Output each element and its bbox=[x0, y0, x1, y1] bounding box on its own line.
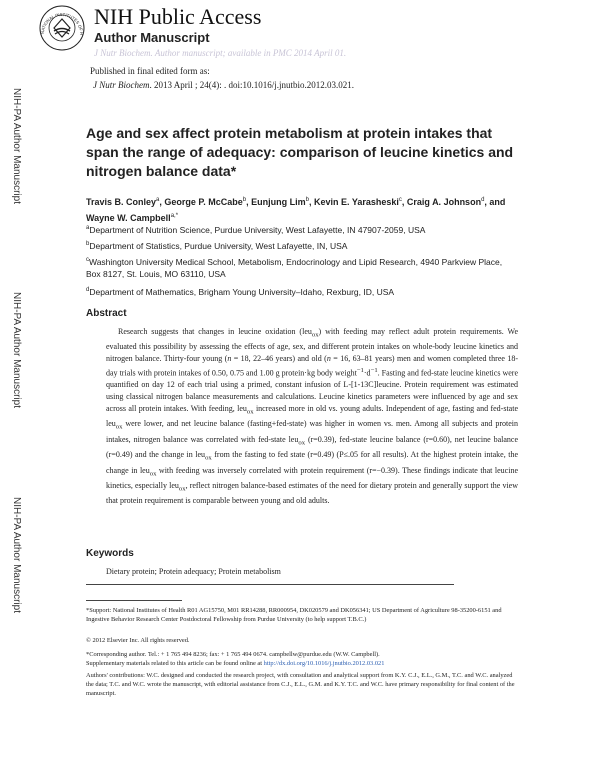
header-subtitle: Author Manuscript bbox=[94, 30, 210, 45]
footnote-corresponding: *Corresponding author. Tel.: + 1 765 494 8236; fax: + 1 765 494 0674. campbellw@purdue.edu (W.W. Campbell). bbox=[86, 651, 380, 658]
affiliation: $^a$Department of Nutrition Science, Purdue University, West Lafayette, IN 47907-2059, USA bbox=[86, 224, 426, 235]
footnote-copyright: © 2012 Elsevier Inc. All rights reserved. bbox=[86, 637, 190, 644]
keywords-list: Dietary protein; Protein adequacy; Protein metabolism bbox=[106, 567, 281, 576]
svg-text:NATIONAL INSTITUTES OF HEALTH: NATIONAL INSTITUTES OF H bbox=[39, 11, 85, 36]
affiliation: $^b$Department of Statistics, Purdue University, West Lafayette, IN, USA bbox=[86, 240, 348, 251]
nih-seal-logo bbox=[38, 4, 86, 52]
keywords-heading: Keywords bbox=[86, 548, 134, 559]
footnote-divider bbox=[86, 600, 182, 601]
affiliation: $^d$Department of Mathematics, Brigham Young University–Idaho, Rexburg, ID, USA bbox=[86, 286, 395, 297]
footnote-support: *Support: National Institutes of Health R01 AG15750, M01 RR14288, RR000954, DK020579 and DK056341; US Department of Agriculture 98-35200-6151 and Ingestive Behavior Research Center Postdoctoral Fellowship from Purdue University (to help support T.B.C.) bbox=[86, 607, 502, 623]
abstract-heading: Abstract bbox=[86, 308, 127, 319]
published-citation: J Nutr Biochem. 2013 April ; 24(4): . doi:10.1016/j.jnutbio.2012.03.021. bbox=[93, 80, 354, 90]
header-title: NIH Public Access bbox=[94, 4, 262, 29]
supplementary-link[interactable]: http://dx.doi.org/10.1016/j.jnutbio.2012.03.021 bbox=[263, 660, 385, 667]
header-citation: J Nutr Biochem. Author manuscript; available in PMC 2014 April 01. bbox=[94, 48, 347, 58]
side-label-3: NIH-PA Author Manuscript bbox=[11, 497, 22, 613]
footnote-supplementary: Supplementary materials related to this article can be found online at http://dx.doi.org/10.1016/j.jnutbio.2012.03.021 bbox=[86, 660, 385, 667]
author-list: Travis B. Conley$^a$, George P. McCabe$^b$, Eunjung Lim$^b$, Kevin E. Yarasheski$^c$, Craig A. Johnson$^d$, and Wayne W. Campbell$^{a,*}$ bbox=[86, 197, 506, 223]
published-label: Published in final edited form as: bbox=[90, 66, 210, 76]
article-title: Age and sex affect protein metabolism at protein intakes that span the range of adequacy: comparison of leucine kinetics and nitrogen balance data* bbox=[86, 125, 514, 179]
abstract-body: Research suggests that changes in leucine oxidation (leu$_{ox}$) with feeding may reflect adult protein requirements. We evaluated this possibility by assessing the effects of age, sex, and different protein intakes on whole-body leucine kinetics and nitrogen balance. Thirty-four young (n = 18, 22–46 years) and old (n = 16, 63–81 years) men and women completed three 18-day trials with protein intakes of 0.50, 0.75 and 1.00 g protein·kg body $weight^{-1}\cdot d^{-1}$. Fasting and fed-state leucine kinetics were quantified on day 12 of each trial using a primed, constant infusion of L-[1-13C]leucine. Protein requirement was estimated using classical nitrogen balance measurements and calculations. Leucine kinetics parameters were influenced by age and sex across all protein intakes. With feeding, leu$_{ox}$ increased more in old vs. young adults. Independent of age, fasting and fed-state leu$_{ox}$ were lower, and net leucine balance (fasting+fed-state) was higher in women vs. men. Among all subjects and protein intakes, nitrogen balance was correlated with fed-state leu$_{ox}$ (r=0.39), fed-state leucine balance (r=0.60), net leucine balance (r=0.49) and the change in leu$_{ox}$ from the fasting to fed state (r=0.49) (P≤.05 for all results). At the highest protein intake, the change in leu$_{ox}$ with feeding was inversely correlated with protein requirement (r=−0.39). These findings indicate that leucine kinetics, especially leu$_{ox}$, reflect nitrogen balance-based estimates of the need for dietary protein and generally support the view that protein requirement is comparable between young and old adults. bbox=[106, 327, 519, 506]
affiliation: $^c$Washington University Medical School, Metabolism, Endocrinology and Lipid Research, 4940 Parkview Place, Box 8127, St. Louis, MO 63110, USA bbox=[86, 256, 503, 279]
divider bbox=[86, 584, 454, 585]
side-label-1: NIH-PA Author Manuscript bbox=[11, 88, 22, 204]
side-label-2: NIH-PA Author Manuscript bbox=[11, 292, 22, 408]
footnote-contributions: Authors' contributions: W.C. designed and conducted the research project, with consultation and analytical support from K.Y. C.J., E.L., G.M., T.C. and W.C. analyzed the data; T.C. and W.C. wrote the manuscript, with editorial assistance from C.J., E.L., G.M. and K.Y. T.C. and W.C. have primary responsibility for final content of the manuscript. bbox=[86, 672, 515, 697]
